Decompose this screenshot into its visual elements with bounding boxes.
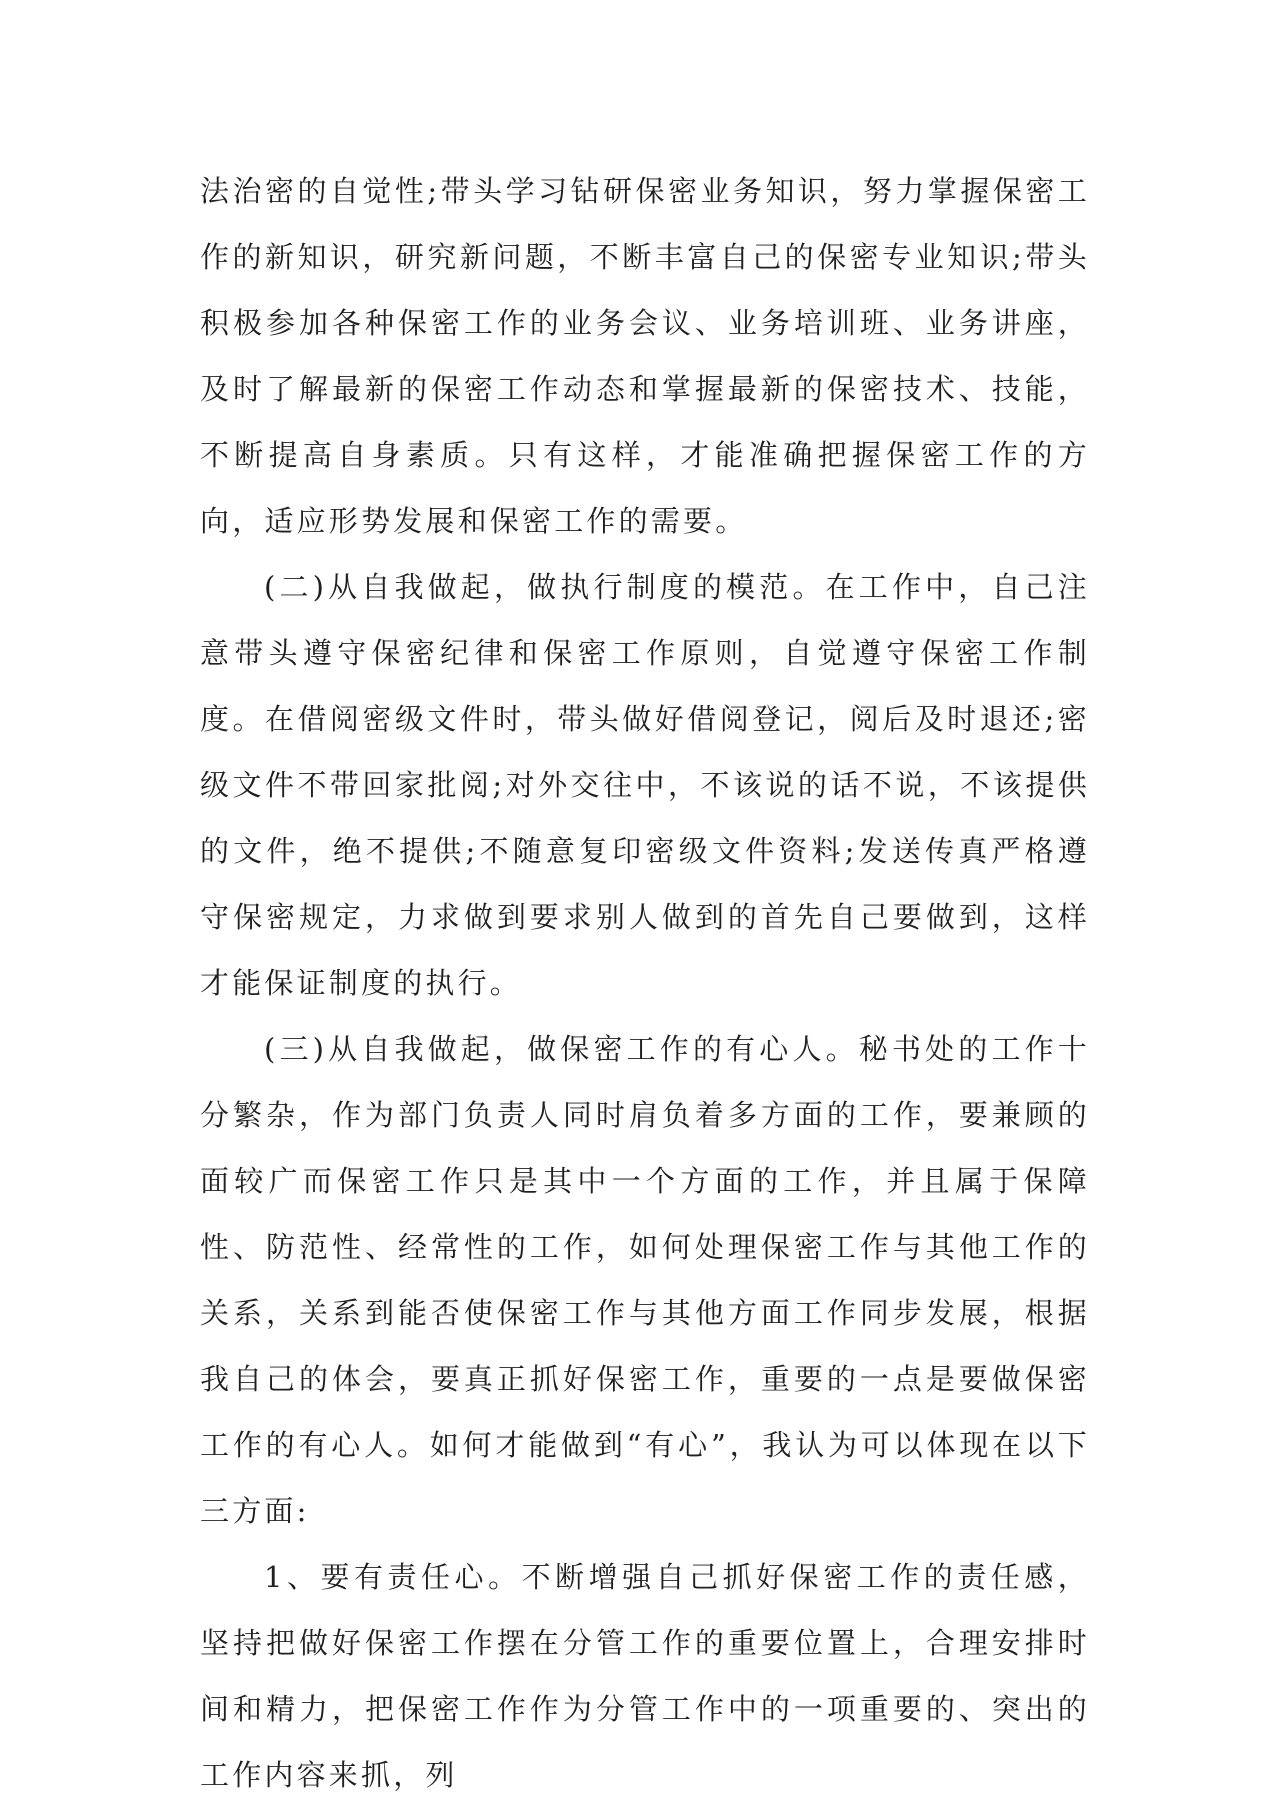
paragraph-item-one: 1、要有责任心。不断增强自己抓好保密工作的责任感，坚持把做好保密工作摆在分管工作的重要位置上，合理安排时间和精力，把保密工作作为分管工作中的一项重要的、突出的工作内容来抓，列 <box>200 1560 1090 1792</box>
paragraph-section-two: (二)从自我做起，做执行制度的模范。在工作中，自己注意带头遵守保密纪律和保密工作原则，自觉遵守保密工作制度。在借阅密级文件时，带头做好借阅登记，阅后及时退还;密级文件不带回家批阅;对外交往中，不该说的话不说，不该提供的文件，绝不提供;不随意复印密级文件资料;发送传真严格遵守保密规定，力求做到要求别人做到的首先自己要做到，这样才能保证制度的执行。 <box>200 570 1090 1000</box>
paragraph-continuation: 法治密的自觉性;带头学习钻研保密业务知识，努力掌握保密工作的新知识，研究新问题，不断丰富自己的保密专业知识;带头积极参加各种保密工作的业务会议、业务培训班、业务讲座，及时了解最新的保密工作动态和掌握最新的保密技术、技能，不断提高自身素质。只有这样，才能准确把握保密工作的方向，适应形势发展和保密工作的需要。 <box>200 174 1090 538</box>
paragraph-section-three: (三)从自我做起，做保密工作的有心人。秘书处的工作十分繁杂，作为部门负责人同时肩负着多方面的工作，要兼顾的面较广而保密工作只是其中一个方面的工作，并且属于保障性、防范性、经常性的工作，如何处理保密工作与其他工作的关系，关系到能否使保密工作与其他方面工作同步发展，根据我自己的体会，要真正抓好保密工作，重要的一点是要做保密工作的有心人。如何才能做到“有心”，我认为可以体现在以下三方面: <box>200 1032 1090 1528</box>
document-body <box>200 158 1090 1808</box>
